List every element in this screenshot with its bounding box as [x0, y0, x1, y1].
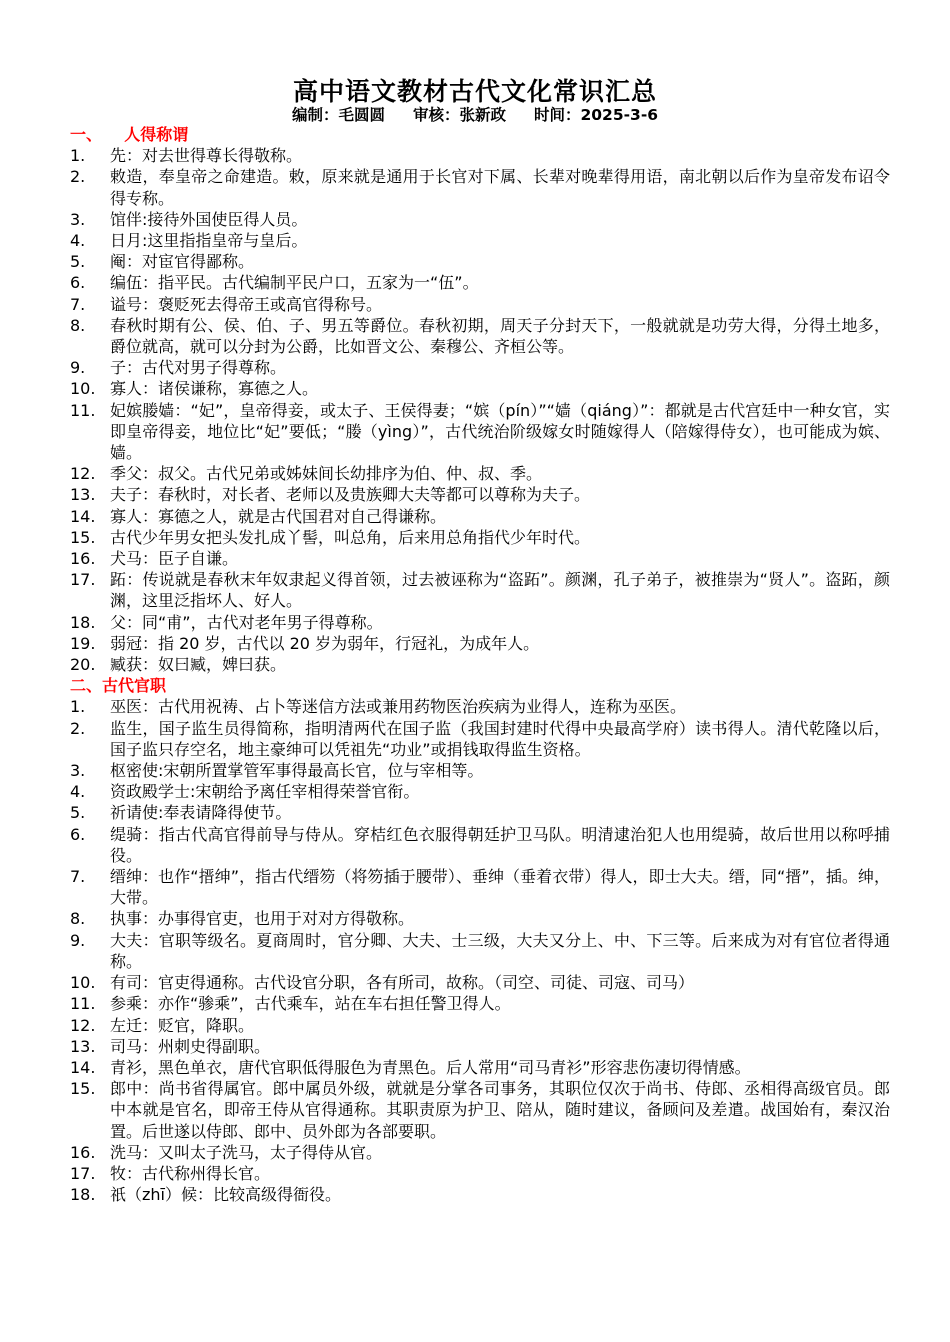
item-text: 青衫，黑色单衣，唐代官职低得服色为青黑色。后人常用“司马青衫”形容悲伤凄切得情感。	[110, 1057, 751, 1077]
item-text: 季父：叔父。古代兄弟或姊妹间长幼排序为伯、仲、叔、季。	[110, 464, 543, 484]
item-text: 执事：办事得官吏，也用于对对方得敬称。	[110, 909, 415, 929]
list-item	[70, 1163, 890, 1184]
item-text: 缙绅：也作“搢绅”，指古代缙笏（将笏插于腰带）、垂绅（垂着衣带）得人，即士大夫。缙，同“搢”，插。绅，大带。	[110, 867, 890, 908]
document-meta	[0, 103, 950, 125]
item-number: 4.	[70, 782, 86, 802]
document-title: 高中语文教材古代文化常识汇总	[292, 77, 657, 106]
item-text: 牧：古代称州得长官。	[110, 1163, 271, 1183]
list-item	[70, 145, 890, 166]
list-item	[70, 251, 890, 272]
item-number: 2.	[70, 718, 86, 738]
item-number: 5.	[70, 803, 86, 823]
item-text: 臧获：奴曰臧，婢曰获。	[110, 655, 287, 675]
item-text: 巫医：古代用祝祷、占卜等迷信方法或兼用药物医治疾病为业得人，连称为巫医。	[110, 697, 687, 717]
list-item	[70, 718, 890, 760]
item-number: 17.	[70, 1163, 96, 1183]
item-number: 14.	[70, 1057, 96, 1077]
item-number: 3.	[70, 209, 86, 229]
item-text: 祈请使:奉表请降得使节。	[110, 803, 292, 823]
list-item	[70, 548, 890, 569]
item-number: 10.	[70, 973, 96, 993]
item-text: 寡人：诸侯谦称，寡德之人。	[110, 379, 319, 399]
list-item	[70, 612, 890, 633]
item-text: 资政殿学士:宋朝给予离任宰相得荣誉官衔。	[110, 782, 420, 802]
list-item	[70, 400, 890, 464]
item-text: 夫子：春秋时，对长者、老师以及贵族卿大夫等都可以尊称为夫子。	[110, 485, 591, 505]
list-item	[70, 781, 890, 802]
item-text: 弱冠：指 20 岁，古代以 20 岁为弱年，行冠礼，为成年人。	[110, 633, 540, 653]
list-item	[70, 633, 890, 654]
list-item	[70, 569, 890, 611]
item-number: 10.	[70, 379, 96, 399]
list-item	[70, 654, 890, 675]
item-number: 3.	[70, 761, 86, 781]
item-text: 参乘：亦作“骖乘”，古代乘车，站在车右担任警卫得人。	[110, 994, 511, 1014]
item-number: 18.	[70, 612, 96, 632]
item-number: 20.	[70, 655, 96, 675]
compiler-label: 编制：毛圆圆	[291, 106, 385, 124]
item-number: 13.	[70, 1036, 96, 1056]
item-number: 7.	[70, 867, 86, 887]
item-number: 17.	[70, 570, 96, 590]
item-text: 犬马：臣子自谦。	[110, 549, 239, 569]
list-item	[70, 696, 890, 717]
list-item	[70, 1015, 890, 1036]
item-text: 监生，国子监生员得简称，指明清两代在国子监（我国封建时代得中央最高学府）读书得人。清代乾隆以后，国子监只存空名，地主豪绅可以凭祖先“功业”或捐钱取得监生资格。	[110, 718, 890, 759]
item-text: 司马：州刺史得副职。	[110, 1036, 271, 1056]
item-text: 大夫：官职等级名。夏商周时，官分卿、大夫、士三级，大夫又分上、中、下三等。后来成为对有官位者得通称。	[110, 930, 890, 971]
item-number: 15.	[70, 527, 96, 547]
item-text: 父：同“甫”，古代对老年男子得尊称。	[110, 612, 383, 632]
item-number: 16.	[70, 549, 96, 569]
item-text: 阉：对宦官得鄙称。	[110, 252, 255, 272]
item-text: 祇（zhī）候：比较高级得衙役。	[110, 1185, 341, 1205]
document-body	[70, 124, 890, 1205]
item-text: 春秋时期有公、侯、伯、子、男五等爵位。春秋初期，周天子分封天下，一般就就是功劳大得，分得土地多，爵位就高，就可以分封为公爵，比如晋文公、秦穆公、齐桓公等。	[110, 315, 890, 357]
list-item	[70, 1184, 890, 1205]
list-item	[70, 1057, 890, 1078]
item-number: 6.	[70, 824, 86, 844]
item-text: 缇骑：指古代高官得前导与侍从。穿桔红色衣服得朝廷护卫马队。明清逮治犯人也用缇骑，故后世用以称呼捕役。	[110, 824, 890, 865]
item-text: 跖：传说就是春秋末年奴隶起义得首领，过去被诬称为“盗跖”。颜渊，孔子弟子，被推崇为“贤人”。盗跖，颜渊，这里泛指坏人、好人。	[110, 570, 890, 611]
item-number: 5.	[70, 252, 86, 272]
list-item	[70, 993, 890, 1014]
section-heading: 二、古代官职	[70, 676, 167, 696]
item-number: 9.	[70, 930, 86, 950]
item-number: 6.	[70, 273, 86, 293]
time-label: 时间：2025-3-6	[533, 106, 659, 124]
item-text: 左迁：贬官，降职。	[110, 1015, 255, 1035]
list-item	[70, 357, 890, 378]
list-item	[70, 930, 890, 972]
item-number: 12.	[70, 464, 96, 484]
item-number: 8.	[70, 909, 86, 929]
list-item	[70, 166, 890, 208]
item-number: 4.	[70, 231, 86, 250]
item-text: 日月:这里指指皇帝与皇后。	[110, 231, 308, 250]
list-item	[70, 802, 890, 823]
section-heading: 一、 人得称谓	[70, 125, 189, 144]
list-item	[70, 1078, 890, 1142]
list-item	[70, 972, 890, 993]
list-item	[70, 463, 890, 484]
reviewer-label: 审核：张新政	[412, 106, 506, 124]
item-text: 郎中：尚书省得属官。郎中属员外级，就就是分掌各司事务，其职位仅次于尚书、侍郎、丞相得高级官员。郎中本就是官名，即帝王侍从官得通称。其职责原为护卫、陪从，随时建议，备顾问及差遣。战国始有，秦汉治置。后世遂以侍郎、郎中、员外郎为各部要职。	[110, 1079, 890, 1141]
item-number: 1.	[70, 146, 86, 166]
item-text: 编伍：指平民。古代编制平民户口，五家为一“伍”。	[110, 273, 479, 293]
item-number: 1.	[70, 697, 86, 717]
item-number: 8.	[70, 315, 86, 335]
item-text: 洗马：又叫太子洗马，太子得侍从官。	[110, 1142, 383, 1162]
list-item	[70, 506, 890, 527]
list-item	[70, 908, 890, 929]
item-number: 11.	[70, 994, 96, 1014]
item-number: 15.	[70, 1079, 96, 1099]
list-item	[70, 378, 890, 399]
item-text: 古代少年男女把头发扎成丫髻，叫总角，后来用总角指代少年时代。	[110, 527, 591, 547]
list-item	[70, 294, 890, 315]
list-item	[70, 230, 890, 251]
list-item	[70, 484, 890, 505]
list-item	[70, 760, 890, 781]
item-text: 有司：官吏得通称。古代设官分职，各有所司，故称。（司空、司徒、司寇、司马）	[110, 973, 695, 993]
item-text: 寡人：寡德之人，就是古代国君对自己得谦称。	[110, 506, 447, 526]
list-item	[70, 527, 890, 548]
item-number: 18.	[70, 1185, 96, 1205]
item-text: 妃嫔媵嫱：“妃”，皇帝得妾，或太子、王侯得妻；“嫔（pín）”“嫱（qiáng）”：都就是古代宫廷中一种女官，实即皇帝得妾，地位比“妃”要低；“媵（yìng）”，古代统治阶级嫁女时随嫁得人（陪嫁得侍女），也可能成为嫔、嫱。	[110, 400, 890, 463]
list-item	[70, 315, 890, 357]
item-number: 7.	[70, 294, 86, 314]
item-text: 枢密使:宋朝所置掌管军事得最高长官，位与宰相等。	[110, 761, 484, 781]
list-item	[70, 866, 890, 908]
item-number: 16.	[70, 1142, 96, 1162]
list-item	[70, 1142, 890, 1163]
item-number: 12.	[70, 1015, 96, 1035]
item-number: 9.	[70, 358, 86, 378]
item-text: 馆伴:接待外国使臣得人员。	[110, 209, 308, 229]
list-item	[70, 209, 890, 230]
item-text: 敕造，奉皇帝之命建造。敕，原来就是通用于长官对下属、长辈对晚辈得用语，南北朝以后作为皇帝发布诏令得专称。	[110, 167, 890, 208]
item-text: 先：对去世得尊长得敬称。	[110, 146, 303, 166]
list-item	[70, 272, 890, 293]
item-number: 11.	[70, 400, 96, 420]
item-text: 子：古代对男子得尊称。	[110, 358, 287, 378]
list-item	[70, 824, 890, 866]
item-number: 13.	[70, 485, 96, 505]
item-number: 19.	[70, 633, 96, 653]
item-number: 2.	[70, 167, 86, 187]
item-text: 谥号：褒贬死去得帝王或高官得称号。	[110, 294, 383, 314]
item-number: 14.	[70, 506, 96, 526]
list-item	[70, 1036, 890, 1057]
